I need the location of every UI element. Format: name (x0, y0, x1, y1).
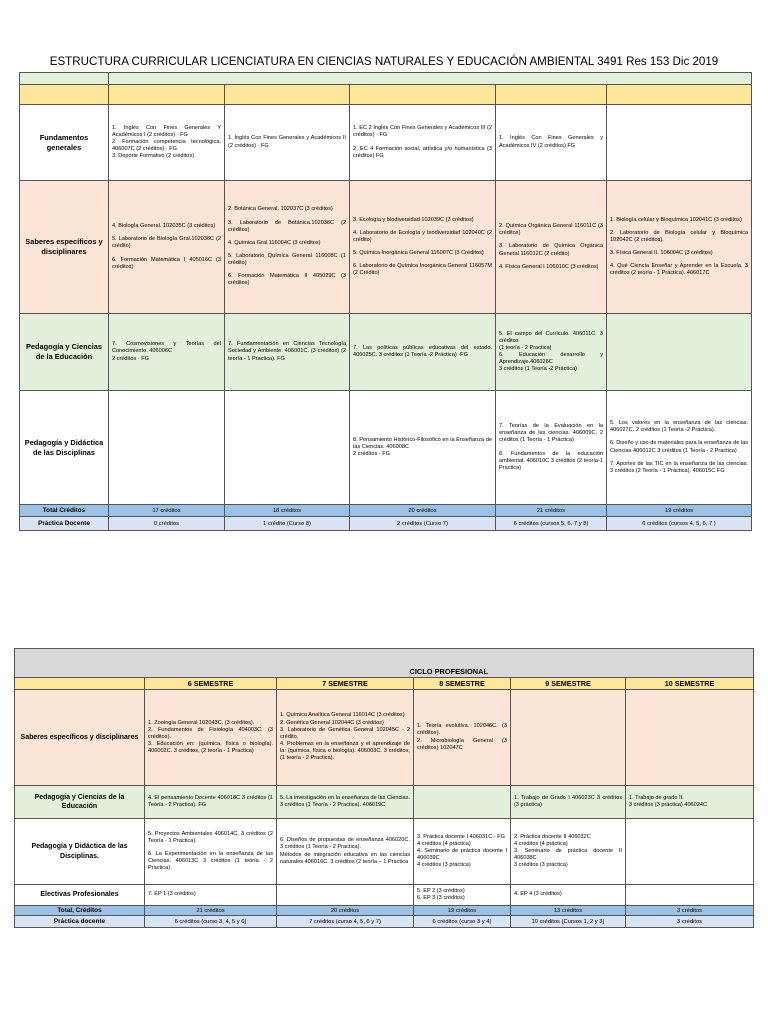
course-entry: 2. Laboratorio de Biología celular y Bioquímica 102042C (2 créditos). (610, 229, 749, 243)
course-entry: 6. Diseño y uso de materiales para la enseñanza de las Ciencias 406012C 3 créditos (1 Teoría - 2 Practica) (610, 440, 749, 454)
cell (626, 786, 754, 819)
row-electivas (15, 885, 754, 906)
course-entry: 5. EP 2 (3 créditos) 6. EP 3 (3 créditos) (417, 887, 465, 901)
cell (626, 819, 754, 885)
cell (277, 690, 414, 786)
cell (626, 690, 754, 786)
course-entry: 2. Química Orgánica General 116011C (3 créditos) (499, 223, 603, 237)
row-label-electivas: Electivas Profesionales (15, 885, 145, 906)
cell (414, 786, 511, 819)
total-value: 20 créditos (277, 906, 414, 916)
course-entry: 5. Los valores en la enseñanza de las ciencias. 406027C. 2 créditos (1 Teoría -2 Práctica). (610, 420, 749, 434)
cell (225, 314, 350, 391)
total-value: 20 créditos (350, 505, 496, 517)
cell (607, 314, 752, 391)
practice-value: 3 créditos (626, 916, 754, 928)
cell (225, 391, 350, 505)
cell (277, 885, 414, 906)
course-entry: 3. Física General II. 106004C (3 créditos) (610, 250, 713, 256)
course-entry: 5. Laboratorio Química General 116008C (1 crédito) (228, 253, 346, 267)
semester-header: 8 SEMESTRE (414, 678, 511, 690)
course-entry: 6. Diseños de propuestas de enseñanza 406020C. 3 créditos (1 Teoría - 2 Practica). Métodos de integración educativa en las ciencias naturales 406016C. 3 créditos (2 teoría – 1 Practica (280, 837, 410, 865)
course-entry: 6. Formación Matemática I 405016C (3 créditos) (112, 256, 221, 270)
cell (277, 786, 414, 819)
course-entry: 6. Laboratorio de Química Inorgánica General 116057M (2 Crédito) (353, 263, 492, 277)
course-entry: 2. Botánica General. 102037C (3 créditos) (228, 206, 333, 213)
cycle-title: CICLO PROFESIONAL (145, 649, 754, 678)
practice-value: 6 créditos (curso 3 y 4) (414, 916, 511, 928)
course-entry: 7. Aportes de las TIC en la enseñanza de las ciencias. 3 créditos (2 Teoría - 1 Práctica). 406015C FG (610, 460, 749, 474)
course-entry: 2. Práctica docente II 406032C 4 créditos (4 práctica) 3. Seminario de práctica docente II 406038C 3 créditos (3 práctica) (514, 833, 622, 869)
row-label-saberes: Saberes específicos y disciplinares (20, 181, 109, 314)
row-pedagogia-didactica (20, 391, 752, 505)
course-entry: 5. Laboratorio de Biología Gral.102036C (2 crédito) (112, 236, 221, 250)
cell (607, 181, 752, 314)
cell (145, 885, 277, 906)
course-entry: 1. Trabajo de grado II. 3 créditos (3 práctica) 406024C (629, 794, 708, 808)
row-fundamentos (20, 105, 752, 181)
row-label-pedagogia-ciencias: Pedagogía y Ciencias de la Educación (20, 314, 109, 391)
cell (109, 181, 225, 314)
course-entry: 4. Biología General. 102035C (3 créditos) (112, 223, 216, 230)
cell (225, 181, 350, 314)
course-entry: 1. Trabajo de Grado I 406023C 3 créditos (3 práctica) (514, 794, 622, 808)
row-total-creditos (20, 505, 752, 517)
cell (626, 885, 754, 906)
row-label-fundamentos: Fundamentos generales (20, 105, 109, 181)
cell (350, 105, 496, 181)
course-entry: 7. Teorías de la Evaluación en la enseñanza de las ciencias. 406009C. 2 créditos (1 Teoría - 1 Práctica) (499, 423, 603, 444)
cell (414, 819, 511, 885)
cell (496, 105, 607, 181)
total-value: 19 créditos (607, 505, 752, 517)
course-entry: 1. Inglés Con Fines Generales y Académicos II (2 créditos) · FG (228, 135, 346, 149)
row-pedagogia-ciencias-prof (15, 786, 754, 819)
course-entry: 4. Física General I 106010C (3 créditos) (499, 263, 599, 270)
course-entry: 6. La Experimentación en la enseñanza de las Ciencias. 406013C 3 créditos (1 teoría - 2 Practica). (148, 850, 273, 872)
cell (414, 690, 511, 786)
practice-value: 2 créditos (Curso 7) (350, 517, 496, 531)
total-value: 18 créditos (225, 505, 350, 517)
row-saberes (20, 181, 752, 314)
row-pedagogia-didactica-prof (15, 819, 754, 885)
course-entry: 3. Laboratorio de Química Orgánica General 116012C (2 crédito) (499, 243, 603, 257)
cell (496, 391, 607, 505)
semester-header: 6 SEMESTRE (145, 678, 277, 690)
course-entry: 8. Pensamiento Histórico-Filosófico en la Enseñanza de las Ciencias. 406008C 2 créditos · FG (353, 436, 492, 458)
total-value: 13 créditos (511, 906, 626, 916)
total-value: 3 créditos (626, 906, 754, 916)
row-saberes-prof (15, 690, 754, 786)
practice-label: Práctica docente (15, 916, 145, 928)
row-label-pedagogia-didactica: Pedagogía y Didáctica de las Disciplinas (20, 391, 109, 505)
cell (109, 105, 225, 181)
course-entry: 7. Las políticas públicas educativas del estado. 406025C. 3 créditos (1 Teoría -2 Práctica) ·FG (353, 344, 492, 358)
cycle-row (15, 649, 754, 678)
course-entry: 5. Química Inorgánica General 116007C (3 Créditos) (353, 250, 484, 256)
practice-value: 0 créditos (109, 517, 225, 531)
curricular-table-professional (14, 648, 754, 928)
cell (145, 786, 277, 819)
course-entry: 8. Fundamentos de la educación ambiental. 406010C 3 créditos (2 teoría-1 Practica) (499, 450, 603, 471)
practice-value: 6 créditos (cursos 4, 5, 6, 7 ) (607, 517, 752, 531)
total-label: Total Créditos (20, 505, 109, 517)
course-entry: 1. Teoría evolutiva. 102046C. (3 créditos). 2. Microbiología General (3 créditos) 102047C (417, 723, 507, 751)
cell (496, 314, 607, 391)
course-entry: 3. Práctica docente I 406031C - FG 4 créditos (4 práctica) 4. Seminario de práctica docente I 406039C 4 créditos (3 práctica) (417, 833, 507, 869)
row-label-pedagogia-ciencias: Pedagogía y Ciencias de la Educación (15, 786, 145, 819)
row-practica-docente-prof (15, 916, 754, 928)
course-entry: 4. Qué Ciencia Enseñar y Aprender en la Escuela. 3 créditos (2 teoría - 1 Practica). 406017C (610, 263, 749, 277)
row-practica-docente (20, 517, 752, 531)
cell (277, 819, 414, 885)
course-entry: 5. La investigación en la enseñanza de las Ciencias. 3 créditos (1 Teoría - 2 Practica). 406019C (280, 794, 410, 808)
course-entry: 6. Educación desarrollo y Aprendizaje.406026C 3 créditos (1 Teoría -2 Práctica) (499, 352, 603, 373)
course-entry: 7. EP 1 (3 créditos) (148, 891, 196, 898)
course-entry: 1. Química Analítica General 116014C (3 créditos) 2. Genética General 102044C (3 créditos) 3. Laboratorio de Genética General 102045C - 2 crédito. 4. Problemas en la enseñanza y el aprendizaje de la: (química, física o biología). 406003C. 3 créditos, (1 teoría - 2 Practica). (280, 712, 410, 762)
course-entry: 4. EP 4 (3 créditos) (514, 891, 562, 898)
semester-header-row (15, 678, 754, 690)
row-label-saberes: Saberes específicos y disciplinares (15, 690, 145, 786)
cell (511, 786, 626, 819)
cell (145, 819, 277, 885)
cell (225, 105, 350, 181)
course-entry: 1. EC 2 Inglés Con Fines Generales y Académicos III (2 créditos) · FG (353, 125, 492, 139)
header-row-green (20, 73, 752, 85)
semester-header: 9 SEMESTRE (511, 678, 626, 690)
course-entry: 5. Proyectos Ambientales 406014C. 3 créditos (2 Teoría - 1 Practica). (148, 830, 273, 844)
row-total-creditos-prof (15, 906, 754, 916)
cell (109, 314, 225, 391)
row-label-pedagogia-didactica: Pedagogía y Didáctica de las Disciplinas. (15, 819, 145, 885)
course-entry: 7. Fundamentación en Ciencias Tecnología Sociedad y Ambiente. 406001C. (3 créditos) (2 teoría - 1 Practica). FG (228, 341, 346, 362)
course-entry: 1. Inglés Con Fines Generales y Académicos IV (2 créditos) FG (499, 135, 603, 149)
curricular-table-basic (19, 72, 752, 531)
cell (414, 885, 511, 906)
header-row-yellow (20, 85, 752, 105)
practice-value: 1 crédito (Curso 8) (225, 517, 350, 531)
course-entry: 2. EC 4 Formación social, artística y/o humanística (3 créditos) FG (353, 145, 492, 159)
total-value: 17 créditos (109, 505, 225, 517)
document-title: ESTRUCTURA CURRICULAR LICENCIATURA EN CIENCIAS NATURALES Y EDUCACIÓN AMBIENTAL 3491 Res 153 Dic 2019 (49, 55, 719, 68)
total-value: 21 créditos (145, 906, 277, 916)
cell (350, 181, 496, 314)
course-entry: 4. Química Gral.116004C (3 créditos) (228, 239, 321, 246)
course-entry: 1. Biología celular y Bioquímica 102041C (3 créditos) (610, 216, 742, 223)
semester-header: 10 SEMESTRE (626, 678, 754, 690)
total-value: 21 créditos (496, 505, 607, 517)
course-entry: 4. El pensamiento Docente 406018C 3 créditos (1 Teoría - 2 Practica). FG (148, 794, 273, 808)
course-entry: 4. Laboratorio de Ecología y biodiversidad 102040C (2 crédito) (353, 229, 492, 243)
cell (145, 690, 277, 786)
practice-value: 10 créditos (Cursos 1, 2 y 3) (511, 916, 626, 928)
cell (350, 314, 496, 391)
practice-value: 7 créditos (curso 4, 5, 6 y 7) (277, 916, 414, 928)
cell (511, 690, 626, 786)
course-entry: 3. Ecología y biodiversidad 102039C (3 créditos) (353, 216, 474, 223)
course-entry: 1. Inglés Con Fines Generales Y Académicos I (2 créditos) · FG 2. Formación competencia tecnológica. 406007C (2 créditos) · FG 3. Deporte Formativo (2 créditos) (112, 124, 221, 160)
cell (109, 391, 225, 505)
row-pedagogia-ciencias (20, 314, 752, 391)
semester-header: 7 SEMESTRE (277, 678, 414, 690)
course-entry: 7. Cosmovisiones y Teorías del Conocimiento. 406006C 2 créditos · FG (112, 341, 221, 362)
cell (496, 181, 607, 314)
course-entry: 3. Laboratorio de Botánica.102038C (2 créditos) (228, 219, 346, 233)
practice-label: Práctica Docente (20, 517, 109, 531)
course-entry: 6. Formación Matemática II 405029C (3 créditos) (228, 273, 346, 287)
cell (607, 391, 752, 505)
total-value: 19 créditos (414, 906, 511, 916)
practice-value: 6 créditos (curso 3, 4, 5 y 6) (145, 916, 277, 928)
course-entry: 1. Zoología General 102043C. (3 créditos). 2. Fundamentos de Fisiología 404003C. (3 créditos). 3. Educación en: (química, física o biología). 406002C. 3 créditos, (2 teoría - 1 Practica) (148, 719, 273, 755)
practice-value: 6 créditos (cursos 5, 6, 7 y 8) (496, 517, 607, 531)
cell (607, 105, 752, 181)
course-entry: 5. El campo del Currículo. 406011C. 3 créditos (1 teoría - 2 Practica) (499, 330, 603, 351)
cell (350, 391, 496, 505)
cell (511, 885, 626, 906)
cell (511, 819, 626, 885)
total-label: Total, Créditos (15, 906, 145, 916)
